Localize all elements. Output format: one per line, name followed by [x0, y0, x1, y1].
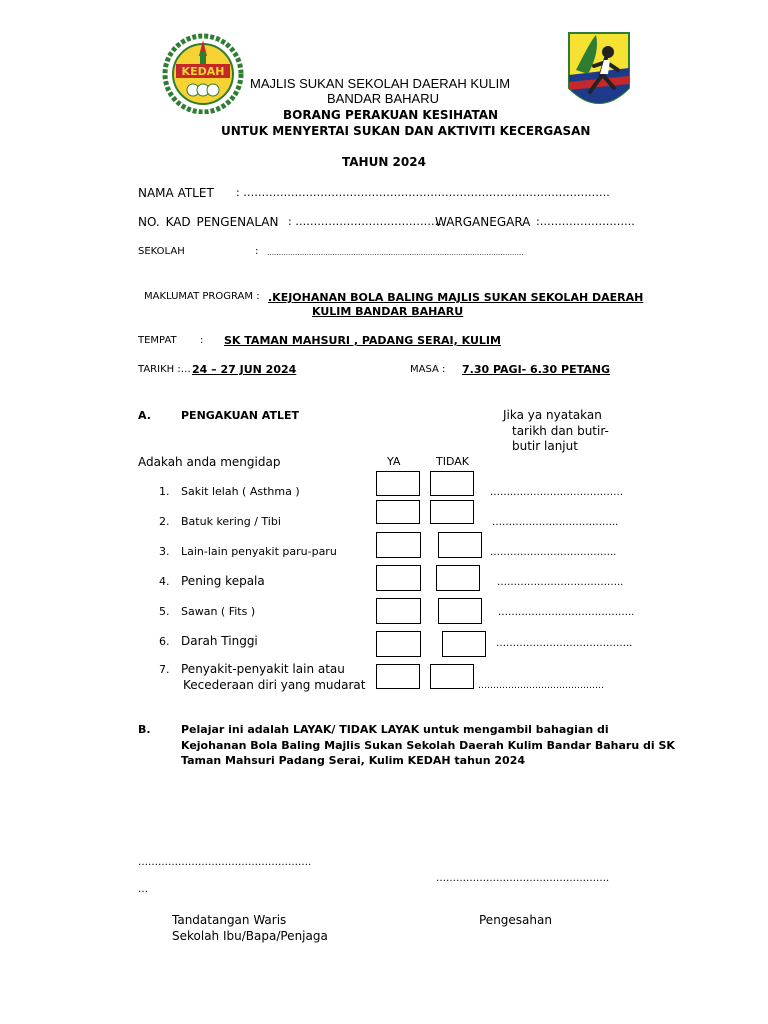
- item-number: 1.: [159, 485, 170, 498]
- kedah-crest-logo: [160, 30, 246, 114]
- item-number: 3.: [159, 545, 170, 558]
- right-signature-line[interactable]: …………………………………………….: [436, 873, 610, 884]
- tidak-checkbox[interactable]: [430, 500, 474, 524]
- warganegara-label: WARGANEGARA: [435, 215, 531, 229]
- item-number: 5.: [159, 605, 170, 618]
- ya-checkbox[interactable]: [376, 598, 421, 624]
- left-signature-label: Tandatangan Waris: [172, 913, 287, 927]
- tarikh-label: TARIKH :…: [138, 364, 191, 375]
- item-label: Lain-lain penyakit paru-paru: [181, 545, 337, 558]
- item-details-field[interactable]: ………………………………..: [497, 577, 624, 588]
- section-b-line3: Taman Mahsuri Padang Serai, Kulim KEDAH tahun 2024: [181, 754, 526, 767]
- nama-atlet-label: NAMA ATLET: [138, 186, 214, 200]
- masa-label: MASA :: [410, 364, 446, 375]
- tempat-value: SK TAMAN MAHSURI , PADANG SERAI, KULIM: [224, 334, 501, 347]
- section-a-question: Adakah anda mengidap: [138, 455, 281, 469]
- left-signature-sublabel: Sekolah Ibu/Bapa/Penjaga: [172, 929, 328, 943]
- item-details-field[interactable]: …………………………………..: [498, 607, 635, 618]
- header-subtitle: UNTUK MENYERTAI SUKAN DAN AKTIVITI KECERGASAN: [221, 124, 591, 138]
- sekolah-colon: :: [255, 246, 259, 257]
- item-details-field[interactable]: …….……………………………: [490, 487, 624, 498]
- warganegara-field[interactable]: :……………………..: [536, 215, 635, 228]
- item-label: Batuk kering / Tibi: [181, 515, 281, 528]
- nama-atlet-field[interactable]: : ……………………………………………………………………………………….: [236, 186, 610, 199]
- item-number: 4.: [159, 575, 170, 588]
- tidak-checkbox[interactable]: [430, 471, 474, 496]
- item-label: Penyakit-penyakit lain atau: [181, 662, 345, 676]
- item-number: 7.: [159, 663, 170, 676]
- item-label: Sakit lelah ( Asthma ): [181, 485, 300, 498]
- section-a-note-line1: Jika ya nyatakan: [503, 408, 602, 422]
- tarikh-value: 24 – 27 JUN 2024: [192, 363, 297, 376]
- section-a-title: PENGAKUAN ATLET: [181, 409, 299, 422]
- item-number: 2.: [159, 515, 170, 528]
- header-title-line2: BANDAR BAHARU: [327, 91, 439, 106]
- masa-value: 7.30 PAGI- 6.30 PETANG: [462, 363, 610, 376]
- tidak-checkbox[interactable]: [442, 631, 486, 657]
- sports-council-logo: [566, 30, 632, 120]
- program-name-line1: .KEJOHANAN BOLA BALING MAJLIS SUKAN SEKOLAH DAERAH: [268, 291, 644, 304]
- ya-checkbox[interactable]: [376, 500, 420, 524]
- left-signature-line[interactable]: …………………………………………….: [138, 857, 312, 868]
- item-label: Pening kepala: [181, 574, 265, 588]
- tidak-checkbox[interactable]: [438, 598, 482, 624]
- ya-checkbox[interactable]: [376, 471, 420, 496]
- tempat-label: TEMPAT: [138, 335, 177, 346]
- header-year: TAHUN 2024: [342, 155, 426, 169]
- header-title-line1: MAJLIS SUKAN SEKOLAH DAERAH KULIM: [250, 76, 511, 91]
- ya-checkbox[interactable]: [376, 565, 421, 591]
- section-b-line1: Pelajar ini adalah LAYAK/ TIDAK LAYAK untuk mengambil bahagian di: [181, 723, 609, 736]
- right-signature-label: Pengesahan: [479, 913, 552, 927]
- ya-checkbox[interactable]: [376, 664, 420, 689]
- item-number: 6.: [159, 635, 170, 648]
- logo-kedah-text: KEDAH: [181, 65, 225, 78]
- item-label: Darah Tinggi: [181, 634, 258, 648]
- left-signature-line-continued: …: [138, 884, 148, 895]
- ya-checkbox[interactable]: [376, 631, 421, 657]
- item-details-field[interactable]: …………………………………..: [496, 638, 633, 649]
- tidak-checkbox[interactable]: [436, 565, 480, 591]
- ya-checkbox[interactable]: [376, 532, 421, 558]
- kad-pengenalan-label: NO. KAD PENGENALAN: [138, 215, 279, 229]
- column-tidak-header: TIDAK: [436, 455, 469, 468]
- kad-pengenalan-field[interactable]: : ………………………………….: [288, 215, 442, 228]
- section-b-letter: B.: [138, 723, 151, 736]
- program-label: MAKLUMAT PROGRAM :: [144, 291, 260, 302]
- section-a-letter: A.: [138, 409, 151, 422]
- tidak-checkbox[interactable]: [430, 664, 474, 689]
- sekolah-label: SEKOLAH: [138, 246, 185, 257]
- column-ya-header: YA: [387, 455, 401, 468]
- item-label: Sawan ( Fits ): [181, 605, 256, 618]
- sekolah-field[interactable]: ………………………………………………………………………………………………..: [267, 249, 524, 257]
- item-details-field[interactable]: ………………………………..: [490, 547, 617, 558]
- item-details-field[interactable]: ………………………………..: [492, 517, 619, 528]
- section-a-note-line2: tarikh dan butir-: [512, 424, 609, 438]
- section-b-line2: Kejohanan Bola Baling Majlis Sukan Sekolah Daerah Kulim Bandar Baharu di SK: [181, 739, 675, 752]
- item-details-field[interactable]: ……………………………………: [478, 681, 604, 691]
- section-a-note-line3: butir lanjut: [512, 439, 578, 453]
- tempat-colon: :: [200, 335, 204, 346]
- header-form-title: BORANG PERAKUAN KESIHATAN: [283, 108, 499, 122]
- tidak-checkbox[interactable]: [438, 532, 482, 558]
- item-label-line2: Kecederaan diri yang mudarat: [183, 678, 366, 692]
- program-name-line2: KULIM BANDAR BAHARU: [312, 305, 464, 318]
